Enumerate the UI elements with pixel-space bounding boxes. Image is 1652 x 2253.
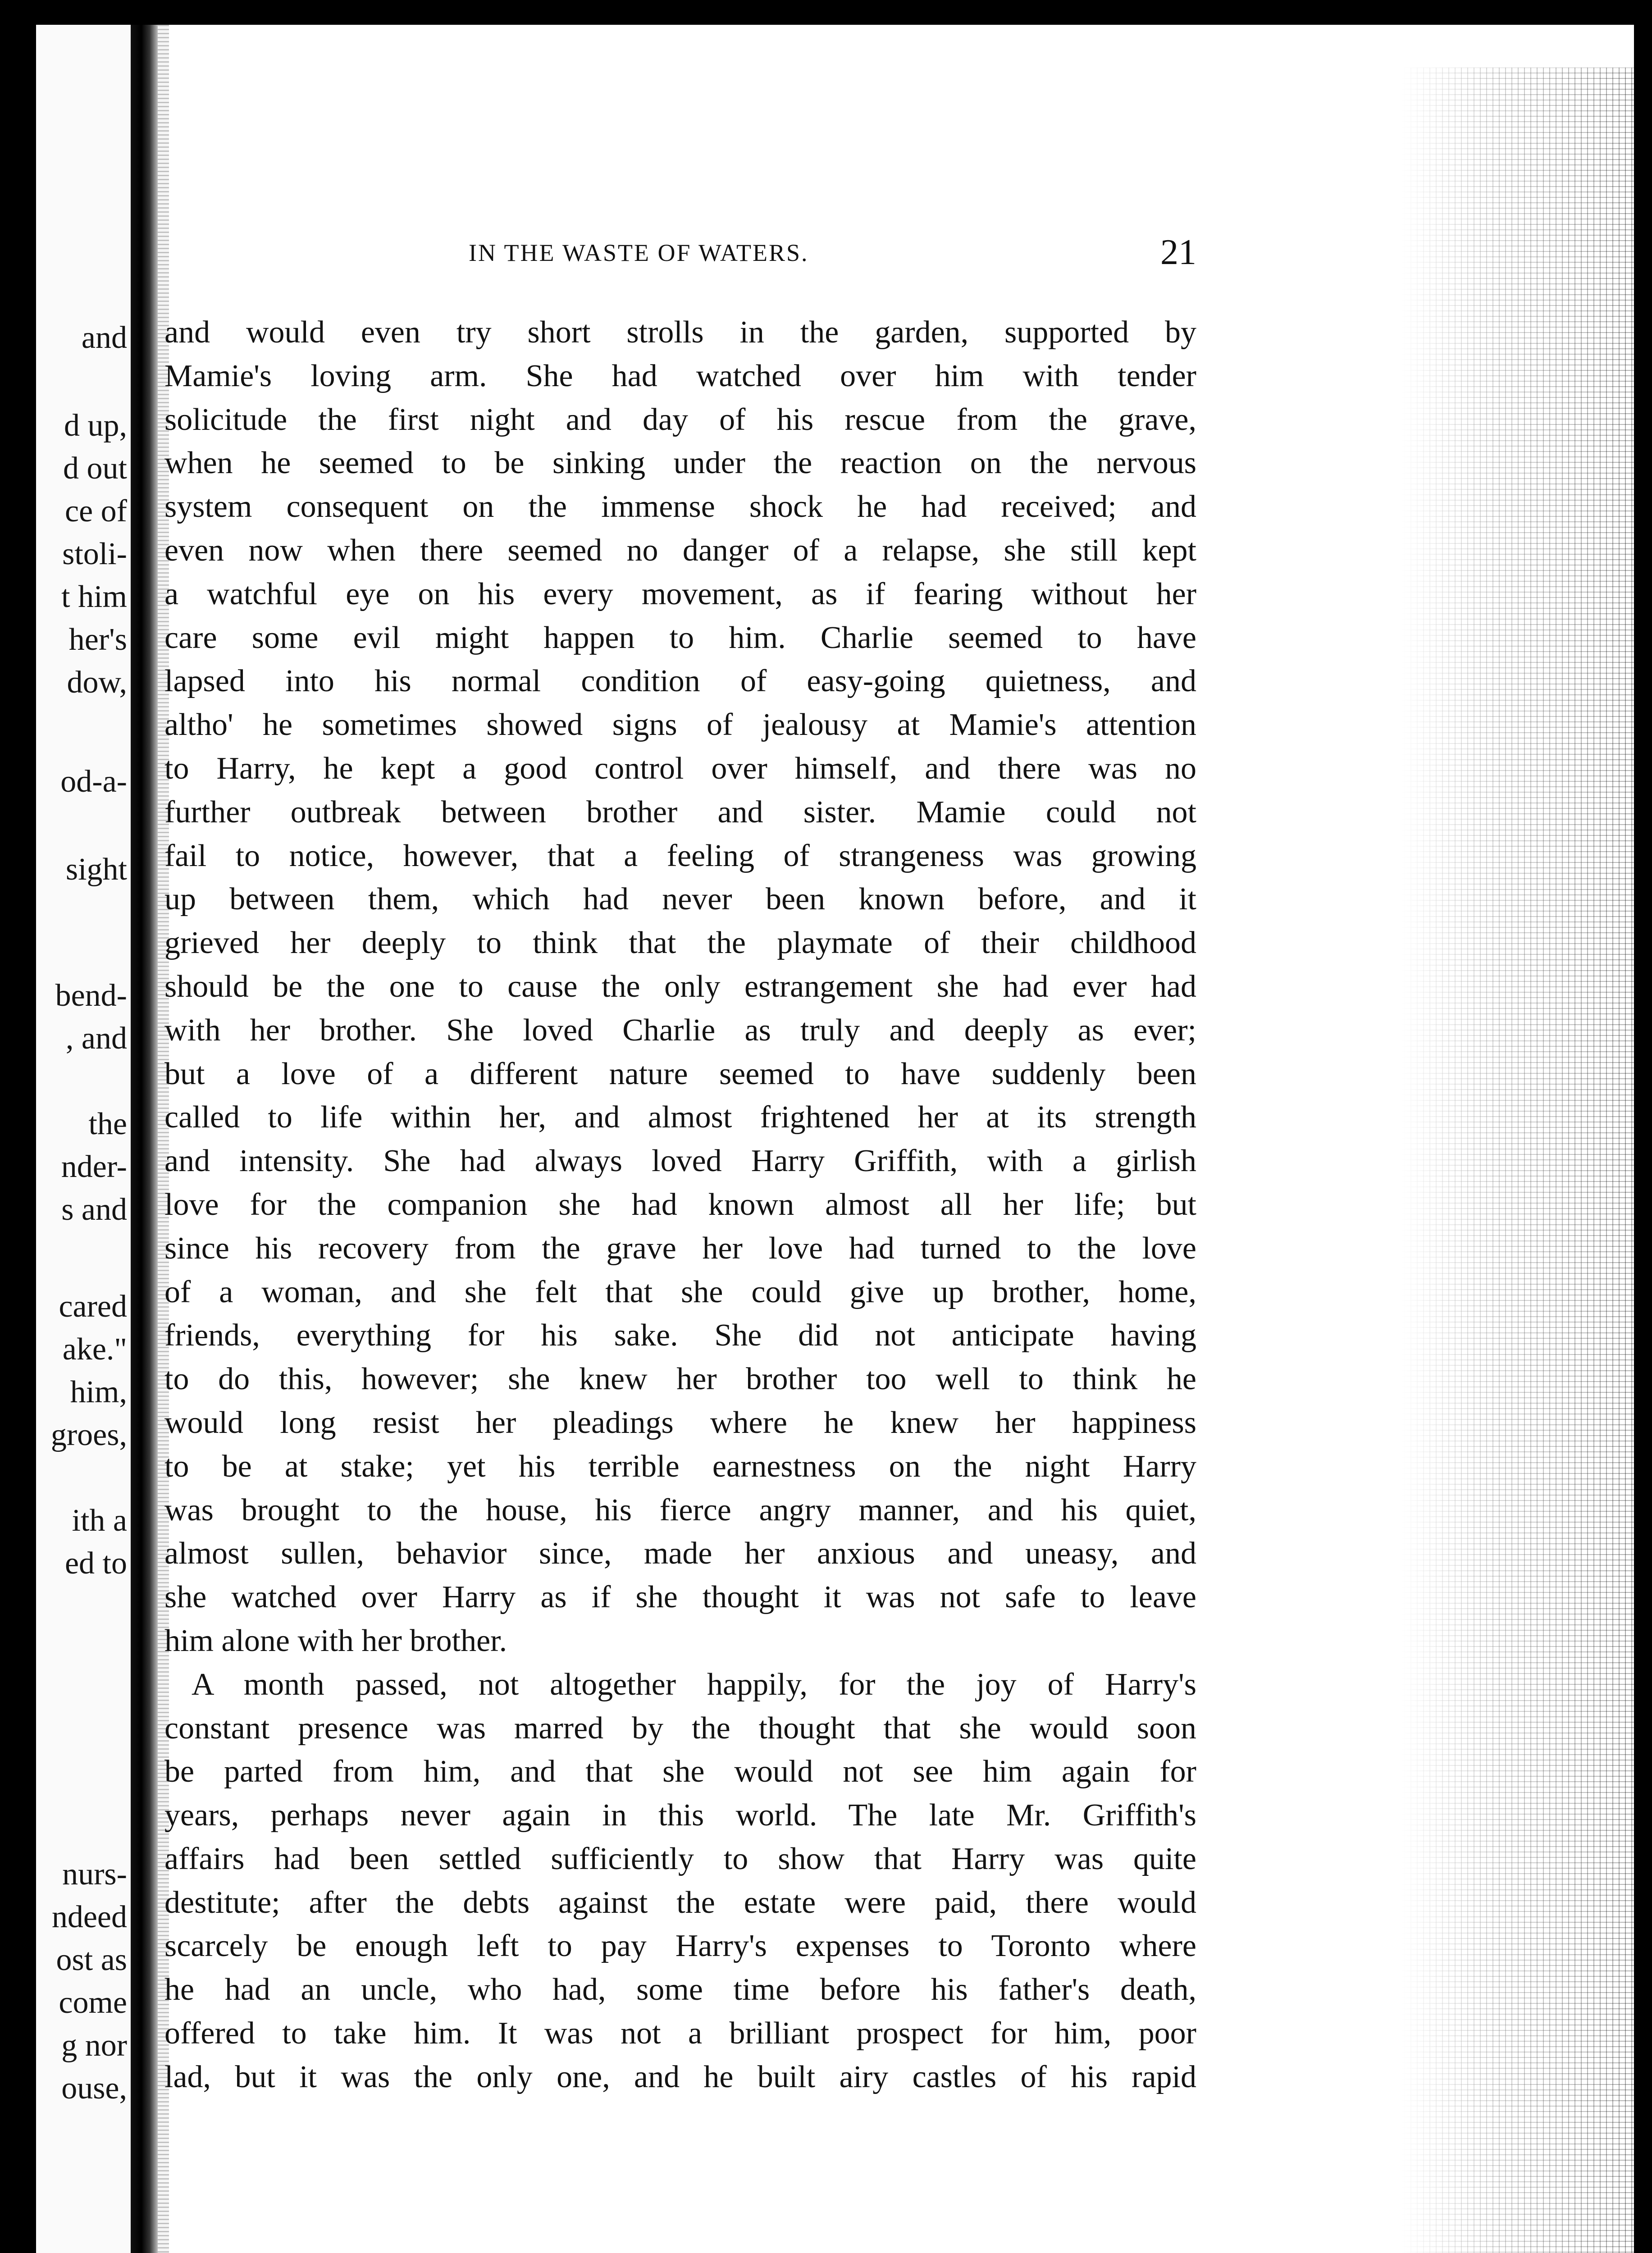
previous-page-fragment: od-a- (60, 764, 127, 799)
text-line: Mamie's loving arm. She had watched over him with tender (164, 358, 1196, 393)
text-line: she watched over Harry as if she thought it was not safe to leave (164, 1580, 1196, 1615)
text-line: lapsed into his normal condition of easy-going quietness, and (164, 664, 1196, 699)
text-line: even now when there seemed no danger of a relapse, she still kept (164, 533, 1196, 568)
text-line: years, perhaps never again in this world. The late Mr. Griffith's (164, 1798, 1196, 1833)
previous-page-fragment: her's (68, 622, 127, 657)
text-line: up between them, which had never been known before, and it (164, 882, 1196, 917)
text-line: A month passed, not altogether happily, for the joy of Harry's (192, 1667, 1196, 1702)
text-line: system consequent on the immense shock he had received; and (164, 489, 1196, 524)
previous-page-strip (36, 25, 131, 2253)
text-line: called to life within her, and almost frightened her at its strength (164, 1100, 1196, 1135)
text-line: but a love of a different nature seemed to have suddenly been (164, 1056, 1196, 1091)
previous-page-fragment: d out (63, 451, 127, 486)
previous-page-fragment: , and (65, 1021, 127, 1056)
previous-page-fragment: cared (59, 1289, 127, 1324)
text-line: almost sullen, behavior since, made her anxious and uneasy, and (164, 1536, 1196, 1571)
scan-border-top (0, 0, 1652, 25)
text-line: was brought to the house, his fierce angry manner, and his quiet, (164, 1492, 1196, 1528)
text-line: altho' he sometimes showed signs of jealousy at Mamie's attention (164, 707, 1196, 743)
previous-page-fragment: s and (61, 1192, 127, 1227)
text-line: should be the one to cause the only estrangement she had ever had (164, 969, 1196, 1004)
text-line: fail to notice, however, that a feeling of strangeness was growing (164, 838, 1196, 873)
text-line: lad, but it was the only one, and he built airy castles of his rapid (164, 2059, 1196, 2094)
scan-border-right (1634, 0, 1652, 2253)
text-line: with her brother. She loved Charlie as truly and deeply as ever; (164, 1012, 1196, 1048)
text-line: be parted from him, and that she would not see him again for (164, 1754, 1196, 1789)
previous-page-fragment: ndeed (51, 1900, 127, 1934)
previous-page-fragment: come (59, 1985, 127, 2020)
text-line: and would even try short strolls in the garden, supported by (164, 315, 1196, 350)
text-line: friends, everything for his sake. She did not anticipate having (164, 1318, 1196, 1353)
text-line: scarcely be enough left to pay Harry's expenses to Toronto where (164, 1929, 1196, 1964)
text-line: offered to take him. It was not a brilliant prospect for him, poor (164, 2016, 1196, 2051)
text-line: would long resist her pleadings where he knew her happiness (164, 1405, 1196, 1440)
scan-border-left (0, 0, 36, 2253)
previous-page-fragment: dow, (67, 665, 127, 700)
previous-page-fragment: bend- (55, 978, 127, 1013)
text-line: affairs had been settled sufficiently to show that Harry was quite (164, 1841, 1196, 1876)
text-line: a watchful eye on his every movement, as if fearing without her (164, 576, 1196, 611)
text-line: he had an uncle, who had, some time before his father's death, (164, 1972, 1196, 2007)
text-line: to be at stake; yet his terrible earnestness on the night Harry (164, 1449, 1196, 1484)
previous-page-fragment: t him (61, 579, 127, 614)
text-line: solicitude the first night and day of his rescue from the grave, (164, 402, 1196, 437)
previous-page-fragment: ith a (72, 1503, 127, 1538)
previous-page-fragment: sight (65, 852, 127, 887)
previous-page-fragment: ed to (64, 1546, 127, 1581)
previous-page-fragment: ce of (65, 494, 127, 529)
text-line: further outbreak between brother and sister. Mamie could not (164, 794, 1196, 830)
text-line: constant presence was marred by the thought that she would soon (164, 1710, 1196, 1746)
text-line: to do this, however; she knew her brother too well to think he (164, 1362, 1196, 1397)
previous-page-fragment: nurs- (62, 1857, 127, 1892)
previous-page-fragment: ost as (56, 1943, 127, 1977)
text-line: of a woman, and she felt that she could give up brother, home, (164, 1274, 1196, 1309)
previous-page-fragment: him, (70, 1375, 127, 1409)
page-edge-shadow (1401, 68, 1634, 2253)
previous-page-fragment: d up, (64, 408, 127, 443)
book-gutter (131, 25, 158, 2253)
previous-page-fragment: stoli- (62, 537, 127, 571)
previous-page-fragment: the (88, 1107, 127, 1141)
previous-page-fragment: ake." (62, 1332, 127, 1367)
running-head: IN THE WASTE OF WATERS. (469, 239, 809, 266)
page-number: 21 (1160, 233, 1196, 272)
previous-page-fragment: groes, (50, 1418, 127, 1452)
text-line: since his recovery from the grave her love had turned to the love (164, 1231, 1196, 1266)
text-line: destitute; after the debts against the estate were paid, there would (164, 1885, 1196, 1920)
text-line: love for the companion she had known almost all her life; but (164, 1187, 1196, 1222)
previous-page-fragment: and (81, 320, 127, 355)
previous-page-fragment: nder- (61, 1149, 127, 1184)
body-text (164, 311, 1196, 2099)
paragraph-end-line: him alone with her brother. (164, 1623, 507, 1658)
previous-page-fragment: ouse, (61, 2071, 127, 2106)
text-line: care some evil might happen to him. Charlie seemed to have (164, 620, 1196, 655)
text-line: and intensity. She had always loved Harry Griffith, with a girlish (164, 1144, 1196, 1179)
previous-page-fragment: g nor (61, 2028, 127, 2063)
text-line: grieved her deeply to think that the playmate of their childhood (164, 926, 1196, 961)
text-line: to Harry, he kept a good control over himself, and there was no (164, 751, 1196, 786)
text-line: when he seemed to be sinking under the reaction on the nervous (164, 446, 1196, 481)
